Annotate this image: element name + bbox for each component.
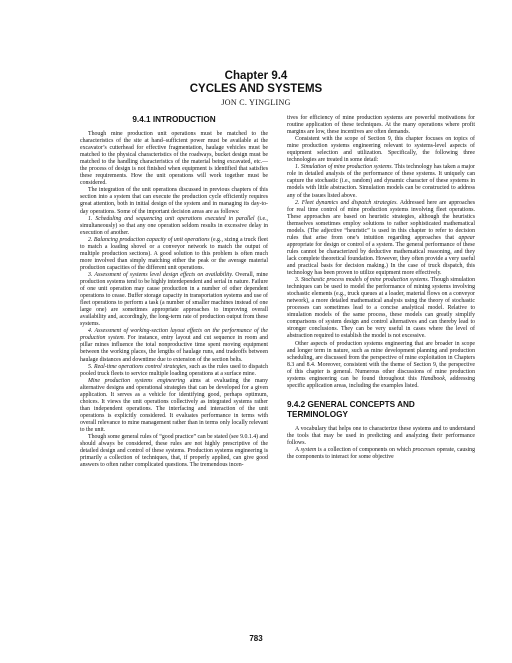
technology-1 xyxy=(287,164,475,199)
intro-paragraph-2: The integration of the unit operations discussed in previous chapters of this section into a system that can execute the production cycle efficiently requires great attention, both in initial design of the system and in managing its day-to-day operations. Some of the important decision areas are as follows: xyxy=(80,187,268,215)
right-paragraph-3-text: Other aspects of production systems engineering that are broader in scope and longer term in nature, such as mine development planning and production scheduling, are discussed from the perspective of mine exploitation in Chapters 8.3 and 8.4. Moreover, consistent with the theme of Section 9, the perspective of this chapter is general. Numerous other discussions of mine production systems engineering can be found throughout this xyxy=(287,340,475,382)
technology-2-title: 2. Fleet dynamics and dispatch strategies. xyxy=(295,199,398,206)
technology-2-text: Addressed here are approaches for real time control of mine production systems involving fleet operations. These approaches are based on heuristic strategies, although the heuristics themselves sometimes employ solutions to rather sophisticated mathematical models. (The adjective “heuristic” is used in this chapter to refer to decision rules that arise from one’s intuition regarding approaches that xyxy=(287,199,475,241)
concepts-paragraph-2 xyxy=(287,447,475,461)
right-column xyxy=(287,115,475,461)
decision-area-3-title: 3. Assessment of systems level design effects on availability. xyxy=(88,271,234,278)
decision-area-1-title: 1. Scheduling and sequencing unit operations executed in parallel xyxy=(88,215,255,222)
chapter-title: CYCLES AND SYSTEMS xyxy=(189,83,323,95)
right-paragraph-3 xyxy=(287,341,475,390)
technology-2 xyxy=(287,200,475,278)
decision-area-2 xyxy=(80,237,268,272)
technology-3-title: 3. Stochastic process models of mine production systems. xyxy=(295,277,430,284)
right-paragraph-1: tives for efficiency of mine production systems are powerful motivations for routine application of these techniques. At the many operations where profit margins are low, these incentives are often demands. xyxy=(287,115,475,136)
technology-3-text: Though simulation techniques can be used to model the performance of mining systems involving stochastic elements (e.g., truck queues at a loader, material flows on a conveyor network), a more detailed mathematical analysis using the theory of stochastic processes can sometimes lead to a concise analytical model. Relative to simulation models of the same process, these models can greatly simplify comparisons of system design and control alternatives and can thereby lead to stronger conclusions. They can be very useful in cases where the level of abstraction required to establish the model is not excessive. xyxy=(287,277,475,340)
page-number: 783 xyxy=(249,634,263,643)
decision-area-5-title: 5. Real-time operations control strategies, xyxy=(88,363,188,370)
concepts-paragraph-2-b: is a collection of components on which xyxy=(316,446,413,453)
intro-paragraph-3-text: aims at evaluating the many alternative designs and operational strategies that can be developed for a given application. It serves as a vehicle for identifying good, perhaps optimum, choices. It views the unit operations collectively as integrated systems rather than independent operations. The interfacing and interaction of the unit operations is explicitly considered. It evaluates performance in terms with overall relevance to mine management rather than in terms only locally relevant to the unit. xyxy=(80,377,268,433)
left-column xyxy=(80,115,268,469)
technology-2-em: appear xyxy=(458,234,475,241)
technology-3 xyxy=(287,277,475,340)
decision-area-4 xyxy=(80,328,268,363)
handbook-em: Handbook, xyxy=(420,375,447,382)
decision-area-3 xyxy=(80,272,268,328)
chapter-author: JON C. YINGLING xyxy=(221,98,291,107)
concepts-paragraph-2-a: A xyxy=(295,446,301,453)
right-paragraph-2: Consistent with the scope of Section 9, this chapter focuses on topics of mine production systems engineering relevant to systems-level aspects of equipment selection and utilization. Specifically, the following three technologies are treated in some detail: xyxy=(287,136,475,164)
processes-em: processes xyxy=(412,446,436,453)
section-heading-concepts: 9.4.2 GENERAL CONCEPTS AND TERMINOLOGY xyxy=(287,399,415,419)
decision-area-1-text: (i.e., simultaneously) so that any one operation seldom results in excessive delay in execution of another. xyxy=(80,215,268,236)
intro-paragraph-3 xyxy=(80,378,268,434)
section-heading-introduction: 9.4.1 INTRODUCTION xyxy=(132,115,216,124)
technology-2-text-b: appropriate for design or control of a system. The general performance of these rules cannot be characterized by deductive mathematical reasoning, and they lack complete theoretical foundation. However, they often provide a very useful and practical basis for decision making.) In the case of truck dispatch, this technology has been proven to utilize equipment more effectively. xyxy=(287,241,475,277)
technology-1-text: This technology has taken a major role in detailed analysis of the performance of these systems. It uniquely can capture the stochastic (i.e., random) and dynamic character of these systems in models with little abstraction. Simulation models can be constructed to address any of the issues listed above. xyxy=(287,164,475,199)
intro-paragraph-1: Though mine production unit operations must be matched to the characteristics of the site at hand–sufficient power must be available at the excavator’s cutterhead for effective fragmentation, haulage vehicles must be matched to the physical characteristics of the roadways, bucket design must be matched to the handling characteristics of the material being excavated, etc.—the process of design is not finished when equipment is identified that satisfies these requirements. How the unit operations will work together must be considered. xyxy=(80,131,268,187)
decision-area-5-text: such as the rules used to dispatch pooled truck fleets to service multiple loading operations at a surface mine. xyxy=(80,363,268,377)
concepts-paragraph-2-c: operate, causing the components to interact for some objective xyxy=(287,446,476,461)
right-paragraph-3-text-b: addressing specific application areas, including the examples listed. xyxy=(287,375,475,389)
intro-paragraph-4: Though some general rules of “good practice” can be stated (see 9.0.1.4) and should always be considered, these rules are not highly prescriptive of the detailed design and control of these systems. Production systems engineering is primarily a collection of techniques, that, if properly applied, can give good answers to often rather complicated questions. The tremendous incen- xyxy=(80,434,268,469)
intro-paragraph-3-em: Mine production systems engineering xyxy=(88,377,186,384)
decision-area-1 xyxy=(80,216,268,237)
chapter-number: Chapter 9.4 xyxy=(224,70,288,82)
decision-area-3-text: Overall, mine production systems tend to be highly interdependent and serial in nature. Failure of one unit operation may cause production in a number of other dependent operations to cease. Buffer storage capacity in transportation systems and use of fleet operations to perform a task (a number of smaller machines instead of one large one) are sometimes appropriate approaches to improving overall availability and, accordingly, the long-term rate of production output from these systems. xyxy=(80,271,269,328)
decision-area-4-text: For instance, entry layout and cut sequence in room and pillar mines influence the total nonproductive time spent moving equipment between the working places, the lengths of haulage runs, and tradeoffs between haulage distances and downtime due to extension of the section belts. xyxy=(80,335,268,363)
technology-1-title: 1. Simulation of mine production systems. xyxy=(295,164,393,171)
concepts-paragraph-1: A vocabulary that helps one to characterize these systems and to understand the tools that may be used in predicting and analyzing their performance follows. xyxy=(287,425,475,446)
decision-area-2-text: (e.g., sizing a truck fleet to match a loading shovel or a conveyor network to match the output of multiple production sections). A good solution to this problem is often much more involved than simply matching either the peak or the average material production capacities of the different unit operations. xyxy=(80,236,269,271)
decision-area-2-title: 2. Balancing production capacity of unit operations xyxy=(88,236,210,243)
decision-area-4-title: 4. Assessment of working-section layout effects on the performance of the production system. xyxy=(80,328,268,342)
chapter-header xyxy=(0,70,512,108)
decision-area-5 xyxy=(80,364,268,378)
system-em: system xyxy=(300,446,317,453)
